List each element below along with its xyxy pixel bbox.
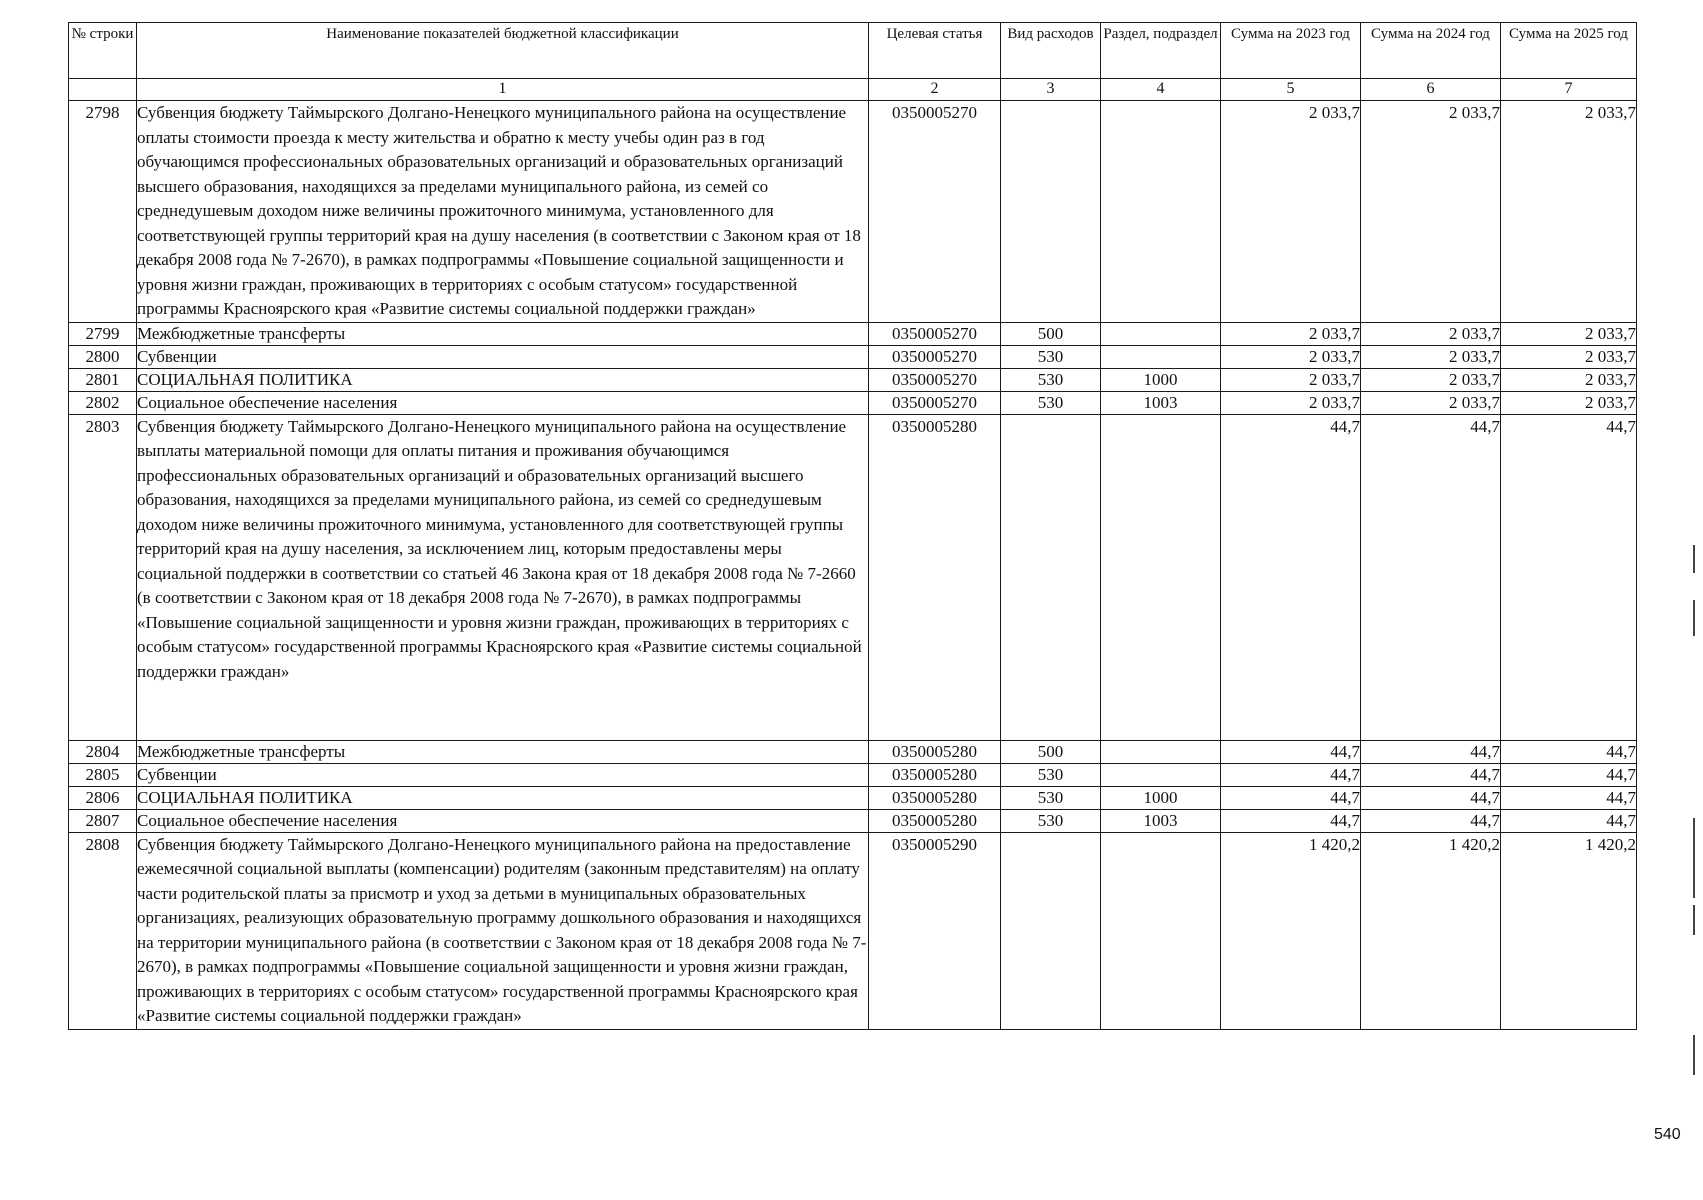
row-sum-2023: 44,7 — [1221, 763, 1361, 786]
row-exp-type — [1001, 101, 1101, 323]
row-number: 2804 — [69, 740, 137, 763]
row-sum-2025: 2 033,7 — [1501, 322, 1637, 345]
table-row — [69, 763, 1637, 786]
header-sum-2024: Сумма на 2024 год — [1361, 23, 1501, 79]
table-row — [69, 101, 1637, 323]
header-exp-type: Вид расходов — [1001, 23, 1101, 79]
scan-edge-mark — [1693, 600, 1695, 636]
header-name: Наименование показателей бюджетной классификации — [137, 23, 869, 79]
row-name: Социальное обеспечение населения — [137, 391, 869, 414]
row-sum-2024: 44,7 — [1361, 414, 1501, 740]
row-sum-2023: 2 033,7 — [1221, 345, 1361, 368]
table-row — [69, 322, 1637, 345]
row-section — [1101, 832, 1221, 1029]
table-row — [69, 786, 1637, 809]
row-section — [1101, 101, 1221, 323]
table-row — [69, 345, 1637, 368]
row-number: 2802 — [69, 391, 137, 414]
column-number-row — [69, 79, 1637, 101]
row-sum-2025: 2 033,7 — [1501, 101, 1637, 323]
row-sum-2024: 44,7 — [1361, 809, 1501, 832]
row-exp-type: 530 — [1001, 809, 1101, 832]
row-section — [1101, 322, 1221, 345]
row-sum-2024: 2 033,7 — [1361, 322, 1501, 345]
row-sum-2025: 2 033,7 — [1501, 391, 1637, 414]
table-row — [69, 832, 1637, 1029]
col-number: 7 — [1501, 79, 1637, 101]
row-sum-2023: 44,7 — [1221, 809, 1361, 832]
row-exp-type: 500 — [1001, 322, 1101, 345]
header-sum-2023: Сумма на 2023 год — [1221, 23, 1361, 79]
row-section — [1101, 763, 1221, 786]
row-target: 0350005270 — [869, 391, 1001, 414]
row-sum-2025: 2 033,7 — [1501, 368, 1637, 391]
col-number: 6 — [1361, 79, 1501, 101]
row-name: СОЦИАЛЬНАЯ ПОЛИТИКА — [137, 368, 869, 391]
col-number: 4 — [1101, 79, 1221, 101]
row-exp-type: 530 — [1001, 786, 1101, 809]
row-sum-2024: 44,7 — [1361, 740, 1501, 763]
table-row — [69, 391, 1637, 414]
row-name: Межбюджетные трансферты — [137, 322, 869, 345]
row-target: 0350005280 — [869, 763, 1001, 786]
row-sum-2023: 44,7 — [1221, 740, 1361, 763]
col-number: 1 — [137, 79, 869, 101]
row-target: 0350005290 — [869, 832, 1001, 1029]
row-sum-2025: 44,7 — [1501, 763, 1637, 786]
row-sum-2023: 2 033,7 — [1221, 391, 1361, 414]
row-target: 0350005280 — [869, 809, 1001, 832]
row-sum-2024: 2 033,7 — [1361, 368, 1501, 391]
row-name: Субвенции — [137, 763, 869, 786]
header-row — [69, 23, 1637, 79]
row-exp-type: 500 — [1001, 740, 1101, 763]
table-row — [69, 414, 1637, 740]
row-exp-type: 530 — [1001, 368, 1101, 391]
row-exp-type: 530 — [1001, 763, 1101, 786]
row-number: 2800 — [69, 345, 137, 368]
row-target: 0350005270 — [869, 101, 1001, 323]
header-sum-2025: Сумма на 2025 год — [1501, 23, 1637, 79]
row-name: Межбюджетные трансферты — [137, 740, 869, 763]
col-number: 5 — [1221, 79, 1361, 101]
row-target: 0350005280 — [869, 740, 1001, 763]
row-section — [1101, 414, 1221, 740]
row-exp-type — [1001, 414, 1101, 740]
col-number: 2 — [869, 79, 1001, 101]
row-section: 1003 — [1101, 391, 1221, 414]
row-sum-2025: 44,7 — [1501, 786, 1637, 809]
row-name: СОЦИАЛЬНАЯ ПОЛИТИКА — [137, 786, 869, 809]
row-name: Субвенция бюджету Таймырского Долгано-Ненецкого муниципального района на осуществление выплаты материальной помощи для оплаты питания и проживания обучающимся профессиональных образовательных организаций и образовательных организаций высшего образования, находящихся за пределами муниципального района, из семей со среднедушевым доходом ниже величины прожиточного минимума, установленного для соответствующей группы территорий края на душу населения, за исключением лиц, которым предоставлены меры социальной поддержки в соответствии со статьей 46 Закона края от 18 декабря 2008 года № 7-2660 (в соответствии с Законом края от 18 декабря 2008 года № 7-2670), в рамках подпрограммы «Повышение социальной защищенности и уровня жизни граждан, проживающих в территориях с особым статусом» государственной программы Красноярского края «Развитие системы социальной поддержки граждан» — [137, 414, 869, 740]
row-target: 0350005280 — [869, 786, 1001, 809]
row-target: 0350005270 — [869, 322, 1001, 345]
row-sum-2025: 2 033,7 — [1501, 345, 1637, 368]
row-sum-2024: 2 033,7 — [1361, 391, 1501, 414]
row-number: 2803 — [69, 414, 137, 740]
budget-table — [68, 22, 1637, 1030]
row-exp-type: 530 — [1001, 345, 1101, 368]
row-number: 2798 — [69, 101, 137, 323]
row-sum-2025: 44,7 — [1501, 414, 1637, 740]
table-row — [69, 368, 1637, 391]
header-row-no: № строки — [69, 23, 137, 79]
table-row — [69, 809, 1637, 832]
row-sum-2025: 44,7 — [1501, 740, 1637, 763]
row-sum-2024: 1 420,2 — [1361, 832, 1501, 1029]
row-number: 2805 — [69, 763, 137, 786]
row-name: Субвенция бюджету Таймырского Долгано-Ненецкого муниципального района на предоставление ежемесячной социальной выплаты (компенсации) родителям (законным представителям) на оплату части родительской платы за присмотр и уход за детьми в муниципальных образовательных организациях, реализующих образовательную программу дошкольного образования и находящихся на территории муниципального района (в соответствии с Законом края от 18 декабря 2008 года № 7-2670), в рамках подпрограммы «Повышение социальной защищенности и уровня жизни граждан, проживающих в территориях с особым статусом» государственной программы Красноярского края «Развитие системы социальной поддержки граждан» — [137, 832, 869, 1029]
row-number: 2801 — [69, 368, 137, 391]
row-sum-2023: 2 033,7 — [1221, 322, 1361, 345]
row-sum-2024: 44,7 — [1361, 763, 1501, 786]
row-number: 2799 — [69, 322, 137, 345]
row-name: Субвенция бюджету Таймырского Долгано-Ненецкого муниципального района на осуществление оплаты стоимости проезда к месту жительства и обратно к месту учебы один раз в год обучающимся профессиональных образовательных организаций и образовательных организаций высшего образования, находящихся за пределами муниципального района, из семей со среднедушевым доходом ниже величины прожиточного минимума, установленного для соответствующей группы территорий края на душу населения (в соответствии с Законом края от 18 декабря 2008 года № 7-2670), в рамках подпрограммы «Повышение социальной защищенности и уровня жизни граждан, проживающих в территориях с особым статусом» государственной программы Красноярского края «Развитие системы социальной поддержки граждан» — [137, 101, 869, 323]
scan-edge-mark — [1693, 545, 1695, 573]
row-sum-2025: 1 420,2 — [1501, 832, 1637, 1029]
row-section — [1101, 740, 1221, 763]
scan-edge-mark — [1693, 905, 1695, 935]
row-section: 1000 — [1101, 786, 1221, 809]
row-sum-2023: 1 420,2 — [1221, 832, 1361, 1029]
row-sum-2024: 44,7 — [1361, 786, 1501, 809]
row-sum-2024: 2 033,7 — [1361, 101, 1501, 323]
row-section: 1003 — [1101, 809, 1221, 832]
row-sum-2025: 44,7 — [1501, 809, 1637, 832]
row-exp-type — [1001, 832, 1101, 1029]
row-name: Социальное обеспечение населения — [137, 809, 869, 832]
row-number: 2807 — [69, 809, 137, 832]
row-section — [1101, 345, 1221, 368]
header-section: Раздел, подраздел — [1101, 23, 1221, 79]
row-sum-2024: 2 033,7 — [1361, 345, 1501, 368]
row-sum-2023: 2 033,7 — [1221, 101, 1361, 323]
row-section: 1000 — [1101, 368, 1221, 391]
col-number — [69, 79, 137, 101]
row-sum-2023: 44,7 — [1221, 786, 1361, 809]
page-number: 540 — [1654, 1126, 1681, 1143]
row-target: 0350005270 — [869, 345, 1001, 368]
scan-edge-mark — [1693, 818, 1695, 898]
row-exp-type: 530 — [1001, 391, 1101, 414]
row-sum-2023: 44,7 — [1221, 414, 1361, 740]
row-target: 0350005280 — [869, 414, 1001, 740]
scan-edge-mark — [1693, 1035, 1695, 1075]
row-number: 2808 — [69, 832, 137, 1029]
table-row — [69, 740, 1637, 763]
row-target: 0350005270 — [869, 368, 1001, 391]
row-number: 2806 — [69, 786, 137, 809]
row-name: Субвенции — [137, 345, 869, 368]
row-sum-2023: 2 033,7 — [1221, 368, 1361, 391]
header-target: Целевая статья — [869, 23, 1001, 79]
col-number: 3 — [1001, 79, 1101, 101]
